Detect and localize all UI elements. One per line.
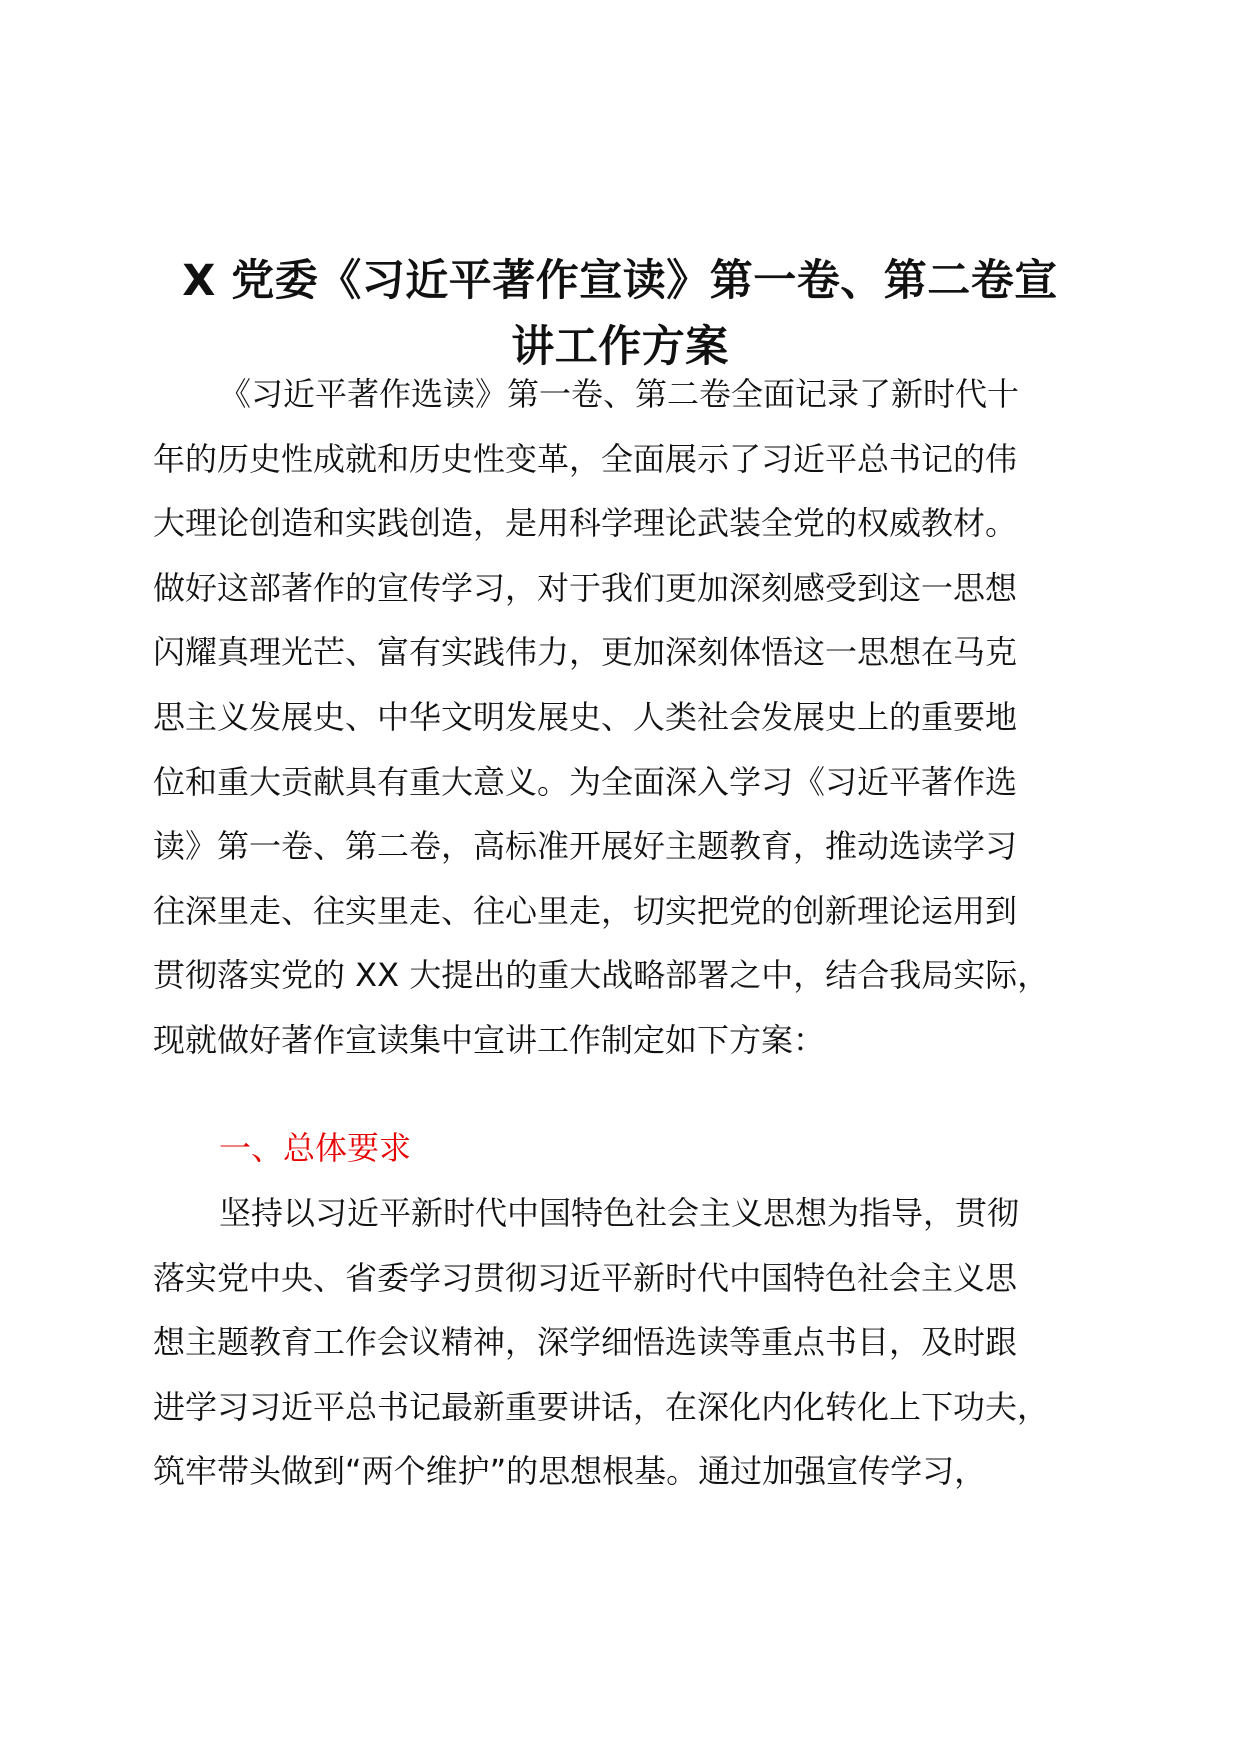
intro-line: 年的历史性成就和历史性变革，全面展示了习近平总书记的伟 (153, 439, 1018, 478)
section-heading: 一、总体要求 (219, 1129, 412, 1167)
document-title (120, 248, 1120, 380)
section-line: 想主题教育工作会议精神，深学细悟选读等重点书目，及时跟 (153, 1323, 1018, 1362)
intro-line: 现就做好著作宣读集中宣讲工作制定如下方案： (153, 1020, 826, 1059)
title-line-2: 讲工作方案 (511, 322, 729, 372)
section-line: 进学习习近平总书记最新重要讲话，在深化内化转化上下功夫， (153, 1387, 1050, 1426)
intro-line: 往深里走、往实里走、往心里走，切实把党的创新理论运用到 (153, 891, 1018, 930)
intro-line: 思主义发展史、中华文明发展史、人类社会发展史上的重要地 (153, 697, 1018, 736)
intro-line: 大理论创造和实践创造，是用科学理论武装全党的权威教材。 (153, 504, 1018, 543)
intro-line: 读》第一卷、第二卷，高标准开展好主题教育，推动选读学习 (153, 827, 1018, 866)
intro-line: 《习近平著作选读》第一卷、第二卷全面记录了新时代十 (219, 375, 1020, 413)
intro-line: 位和重大贡献具有重大意义。为全面深入学习《习近平著作选 (153, 762, 1018, 801)
section-line: 落实党中央、省委学习贯彻习近平新时代中国特色社会主义思 (153, 1258, 1018, 1297)
title-line-1: X 党委《习近平著作宣读》第一卷、第二卷宣 (182, 256, 1058, 306)
intro-line: 贯彻落实党的 XX 大提出的重大战略部署之中，结合我局实际， (153, 956, 1050, 995)
intro-line: 做好这部著作的宣传学习，对于我们更加深刻感受到这一思想 (153, 568, 1018, 607)
section-paragraph (153, 1181, 1113, 1504)
intro-line: 闪耀真理光芒、富有实践伟力，更加深刻体悟这一思想在马克 (153, 633, 1018, 672)
section-line: 筑牢带头做到“两个维护”的思想根基。通过加强宣传学习， (153, 1452, 987, 1491)
intro-paragraph (153, 362, 1113, 1073)
section-line: 坚持以习近平新时代中国特色社会主义思想为指导，贯彻 (219, 1194, 1020, 1232)
